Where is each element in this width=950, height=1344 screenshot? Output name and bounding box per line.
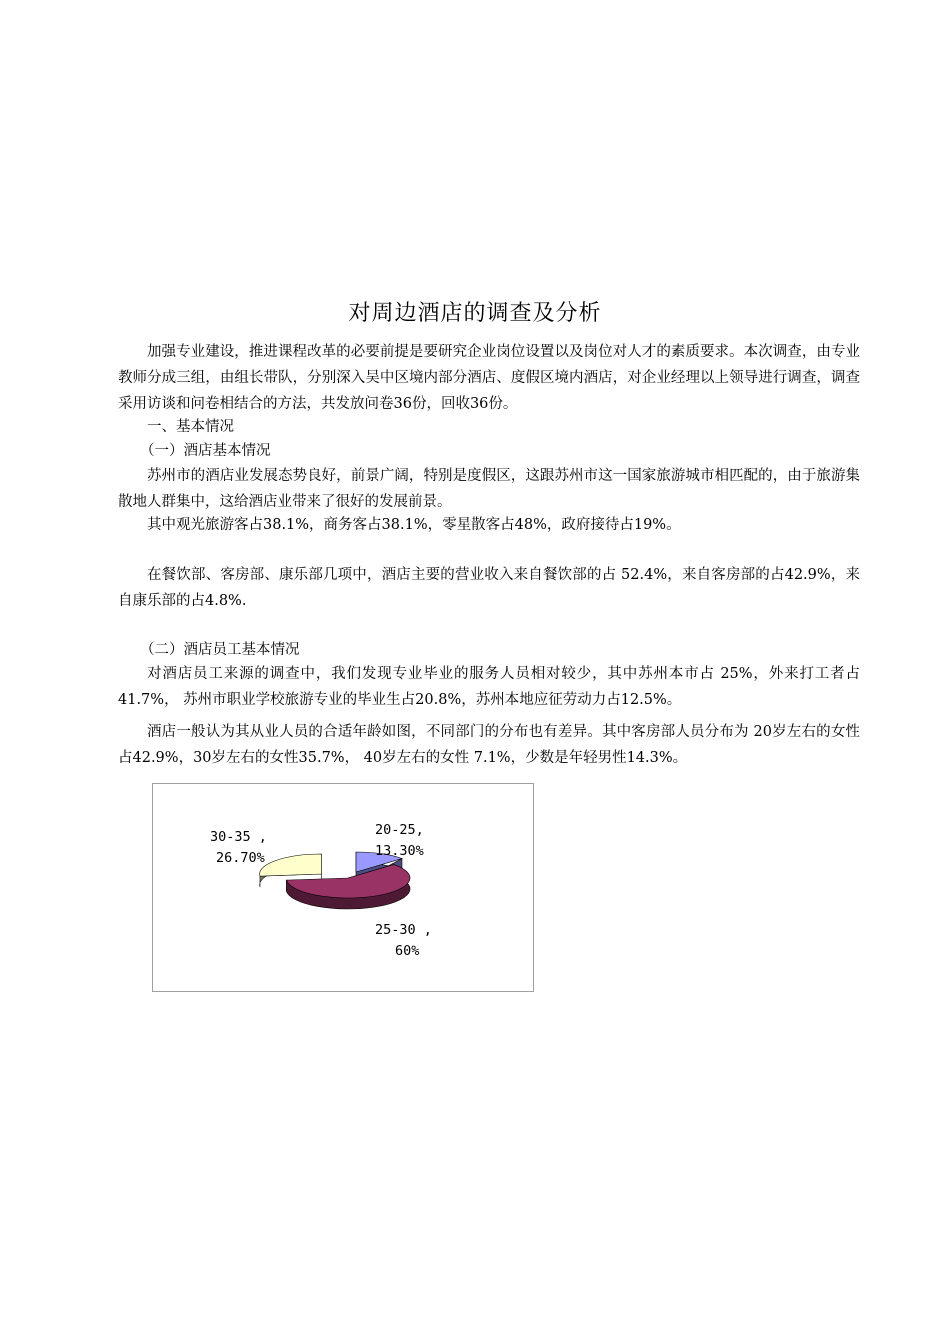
- hotel-industry-paragraph: 苏州市的酒店业发展态势良好，前景广阔，特别是度假区，这跟苏州市这一国家旅游城市相匹配的，由于旅游集散地人群集中，这给酒店业带来了很好的发展前景。: [118, 468, 860, 510]
- slice-label-30-35-line1: 30-35 ,: [210, 829, 267, 845]
- subsection-heading-staff: （二）酒店员工基本情况: [140, 642, 300, 658]
- staff-age-paragraph: 酒店一般认为其从业人员的合适年龄如图，不同部门的分布也有差异。其中客房部人员分布为 20岁左右的女性占42.9%，30岁左右的女性35.7%， 40岁左右的女性 7.1%，少数是年轻男性14.3%。: [118, 724, 860, 766]
- pie-chart-svg: [153, 784, 533, 991]
- slice-label-20-25-line2: 13.30%: [375, 843, 424, 859]
- slice-label-30-35-line2: 26.70%: [216, 850, 265, 866]
- slice-label-25-30-line2: 60%: [395, 943, 420, 959]
- page-title: 对周边酒店的调查及分析: [348, 301, 602, 326]
- slice-label-25-30-line1: 25-30 ,: [375, 922, 432, 938]
- revenue-paragraph: 在餐饮部、客房部、康乐部几项中，酒店主要的营业收入来自餐饮部的占 52.4%，来自客房部的占42.9%，来自康乐部的占4.8%.: [118, 567, 860, 609]
- intro-paragraph: 加强专业建设，推进课程改革的必要前提是要研究企业岗位设置以及岗位对人才的素质要求。本次调查，由专业教师分成三组，由组长带队，分别深入吴中区境内部分酒店、度假区境内酒店，对企业经理以上领导进行调查，调查采用访谈和问卷相结合的方法，共发放问卷36份，回收36份。: [118, 344, 860, 412]
- subsection-heading-hotel: （一）酒店基本情况: [140, 443, 271, 459]
- staff-source-paragraph: 对酒店员工来源的调查中，我们发现专业毕业的服务人员相对较少，其中苏州本市占 25%，外来打工者占41.7%， 苏州市职业学校旅游专业的毕业生占20.8%，苏州本地应征劳动力占12.5%。: [118, 666, 860, 708]
- age-pie-chart: [152, 783, 534, 992]
- guest-type-paragraph: 其中观光旅游客占38.1%，商务客占38.1%，零星散客占48%，政府接待占19%。: [147, 517, 681, 533]
- slice-label-20-25-line1: 20-25,: [375, 822, 424, 838]
- pie-slice-30-35: [260, 854, 322, 876]
- section-heading-basic: 一、基本情况: [147, 419, 234, 435]
